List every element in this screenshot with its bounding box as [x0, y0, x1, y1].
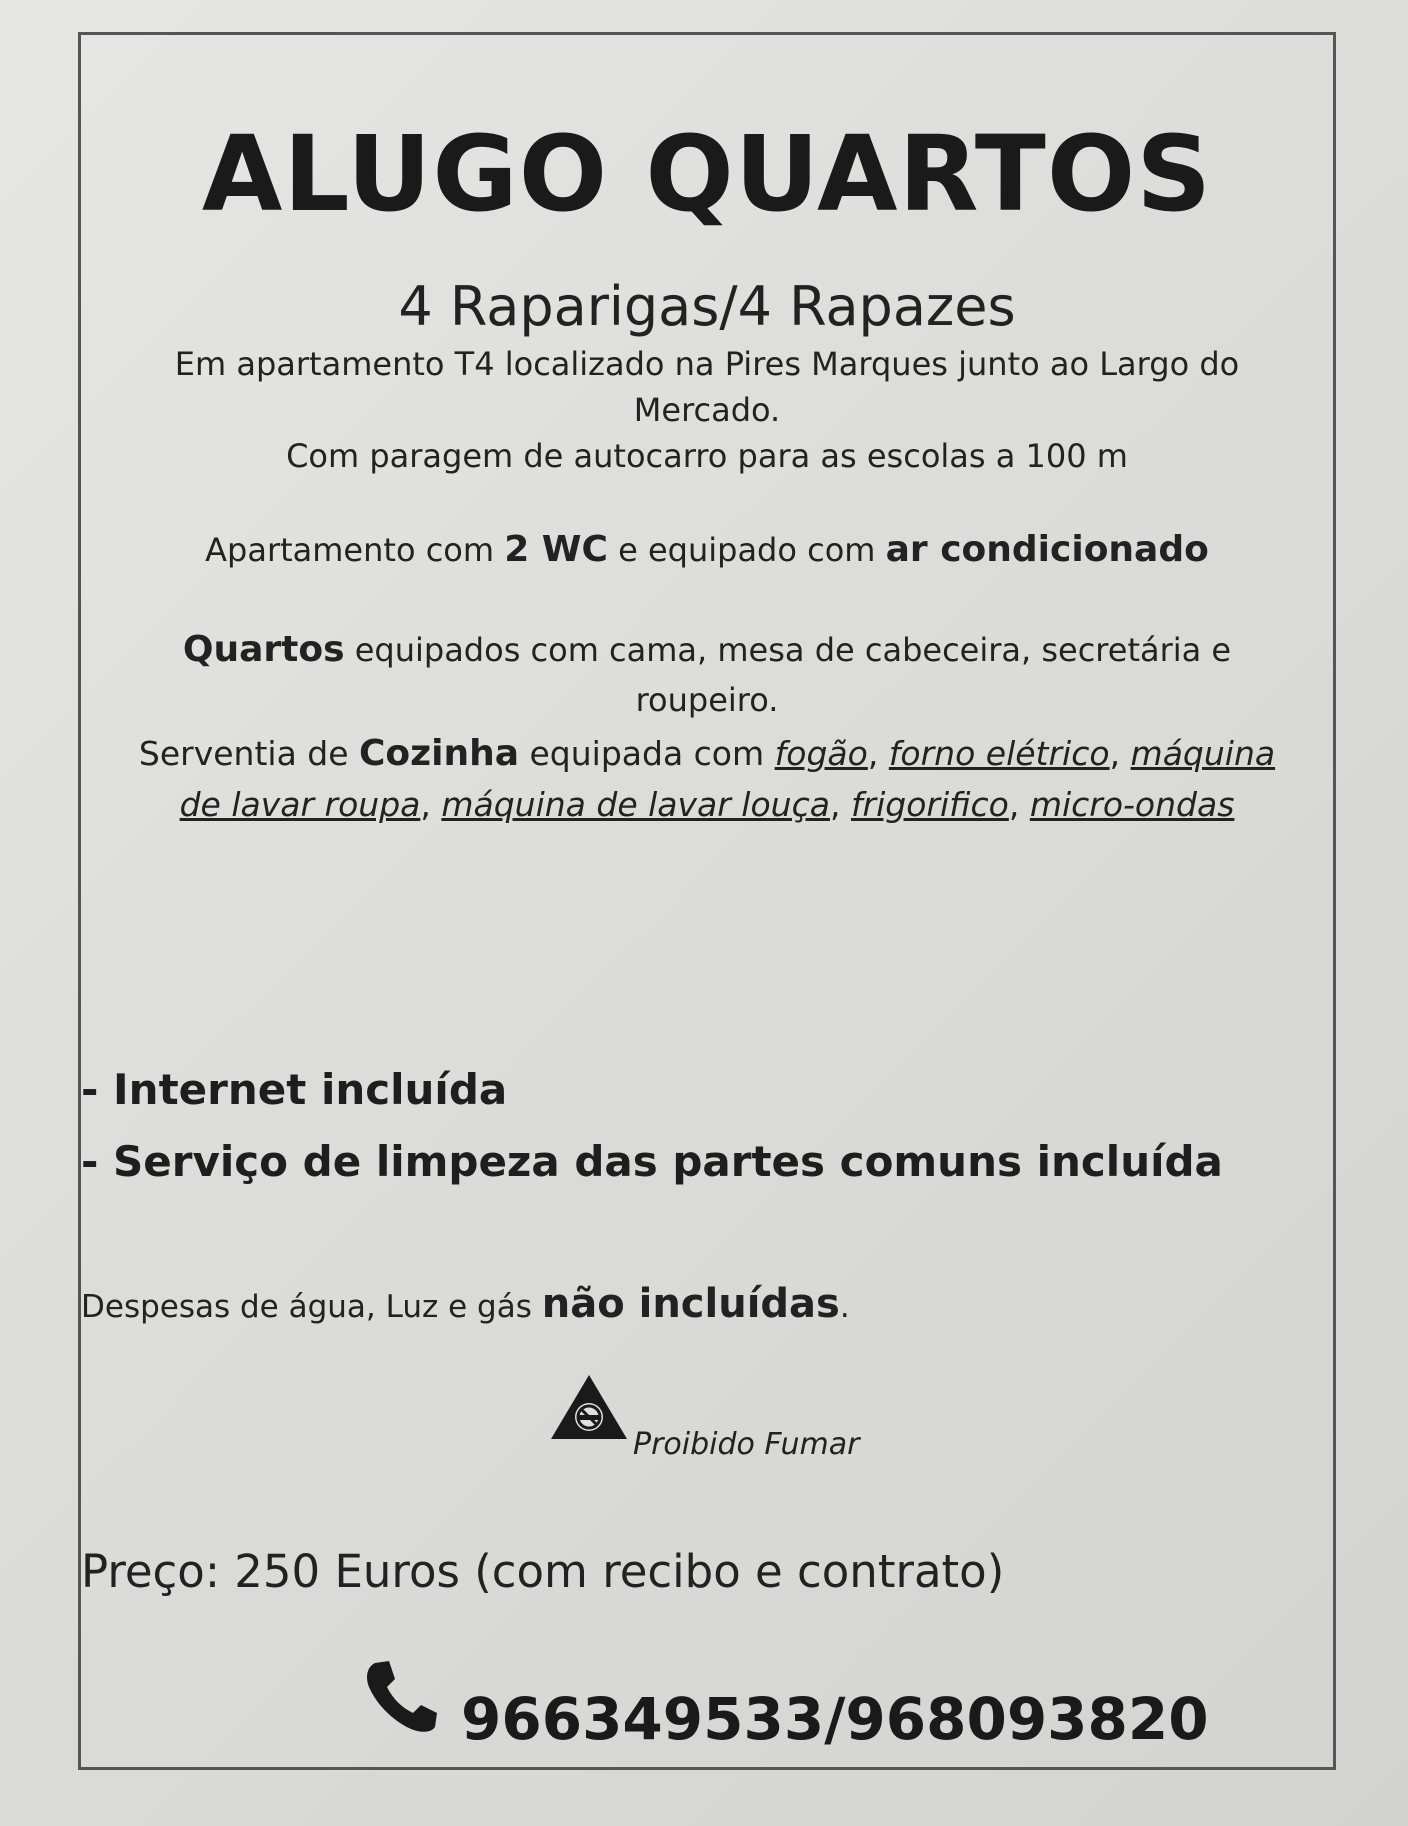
expenses-post: . — [839, 1289, 850, 1325]
no-smoking-icon — [549, 1371, 629, 1443]
rooms-label: Quartos — [182, 629, 345, 670]
apartment-ac: ar condicionado — [885, 529, 1209, 570]
rooms-line-2: roupeiro. — [635, 681, 779, 719]
expenses-pre: Despesas de água, Luz e gás — [81, 1289, 542, 1325]
location-line-1: Em apartamento T4 localizado na Pires Marques junto ao Largo do — [174, 345, 1240, 383]
kitchen-item-maquina-louca: máquina de lavar louça — [441, 785, 830, 824]
kitchen-item-maquina-roupa-part1: máquina — [1130, 734, 1276, 773]
rooms-text: equipados com cama, mesa de cabeceira, secretária e — [344, 631, 1232, 669]
expenses-line — [81, 1281, 850, 1327]
flyer-frame — [78, 32, 1336, 1770]
apartment-mid: e equipado com — [607, 531, 886, 569]
kitchen-mid: equipada com — [519, 734, 775, 773]
expenses-bold: não incluídas — [541, 1281, 840, 1327]
flyer-subtitle: 4 Raparigas/4 Rapazes — [398, 275, 1016, 338]
kitchen-item-forno: forno elétrico — [888, 734, 1110, 773]
location-line-3: Com paragem de autocarro para as escolas a 100 m — [286, 437, 1128, 475]
kitchen-line-2 — [81, 785, 1333, 824]
kitchen-item-fogao: fogão — [774, 734, 868, 773]
phone-number: 966349533/968093820 — [461, 1685, 1209, 1753]
kitchen-line-1 — [81, 733, 1333, 774]
kitchen-item-micro-ondas: micro-ondas — [1029, 785, 1235, 824]
kitchen-item-frigorifico: frigorifico — [850, 785, 1009, 824]
apartment-wc: 2 WC — [504, 529, 608, 570]
kitchen-item-maquina-roupa-part2: de lavar roupa — [179, 785, 421, 824]
location-line-2: Mercado. — [633, 391, 781, 429]
kitchen-sep: , — [420, 785, 442, 824]
kitchen-sep: , — [1008, 785, 1030, 824]
kitchen-sep: , — [867, 734, 889, 773]
kitchen-sep: , — [829, 785, 851, 824]
included-cleaning: - Serviço de limpeza das partes comuns incluída — [81, 1137, 1223, 1186]
kitchen-pre: Serventia de — [138, 734, 360, 773]
kitchen-sep: , — [1109, 734, 1131, 773]
included-internet: - Internet incluída — [81, 1065, 508, 1114]
rooms-line-1 — [81, 629, 1333, 670]
price-line: Preço: 250 Euros (com recibo e contrato) — [81, 1545, 1005, 1598]
no-smoking-label: Proibido Fumar — [633, 1427, 860, 1462]
apartment-line — [81, 529, 1333, 570]
kitchen-label: Cozinha — [359, 733, 520, 774]
flyer-title: ALUGO QUARTOS — [201, 113, 1213, 235]
phone-icon — [361, 1655, 441, 1735]
apartment-pre: Apartamento com — [205, 531, 505, 569]
